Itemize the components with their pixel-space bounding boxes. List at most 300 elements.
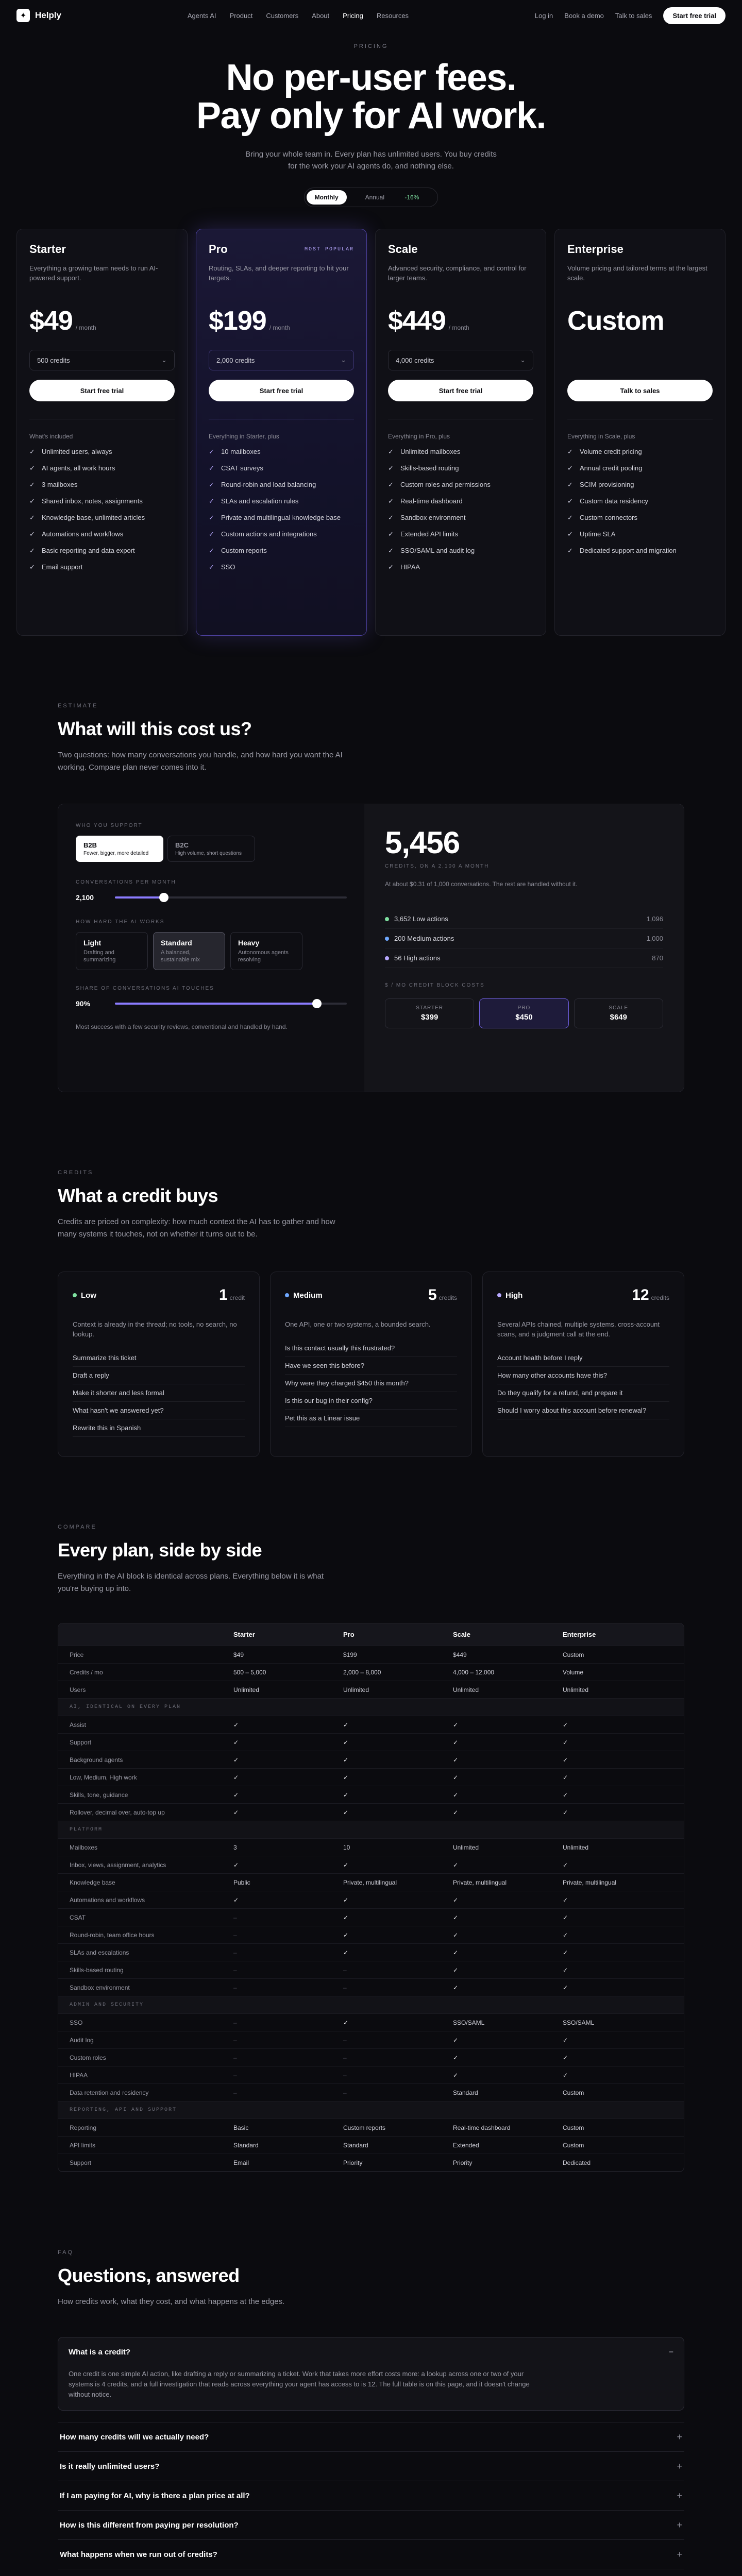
check-icon: ✓ (29, 547, 35, 554)
feature-item (567, 546, 713, 555)
table-cell: 10 (343, 1843, 350, 1851)
ai-share-value: 90 (76, 999, 84, 1008)
table-cell: $199 (343, 1651, 357, 1658)
feature-item (29, 530, 175, 539)
plan-cta-button[interactable]: Talk to sales (567, 380, 713, 401)
credit-count (219, 1286, 245, 1304)
table-header-cell: Scale (453, 1631, 470, 1638)
check-icon: ✓ (209, 547, 214, 554)
brand-name: Helply (35, 10, 62, 20)
cost-calculator (58, 804, 684, 1092)
table-cell: ✓ (563, 2054, 568, 2061)
breakdown-label (385, 954, 441, 962)
feature-item (29, 546, 175, 555)
credit-unit: credits (651, 1294, 669, 1301)
start-trial-button[interactable]: Start free trial (663, 7, 726, 24)
row-label: Automations and workflows (70, 1896, 145, 1904)
table-cell: ✓ (563, 1808, 568, 1816)
ai-share-label: SHARE OF CONVERSATIONS AI TOUCHES (76, 986, 214, 991)
chevron-down-icon: ⌄ (341, 356, 346, 364)
check-icon: ✓ (29, 481, 35, 488)
hero-eyebrow: PRICING (353, 43, 389, 49)
price-row (209, 306, 354, 336)
row-label: Skills, tone, guidance (70, 1791, 128, 1799)
card-description: Context is already in the thread; no tools, no search, no lookup. (73, 1320, 237, 1338)
tier-costs (385, 998, 663, 1028)
table-cell: – (233, 2071, 237, 2079)
example-item: Is this our bug in their config? (285, 1392, 457, 1410)
table-cell: ✓ (563, 1773, 568, 1781)
faq-item[interactable] (58, 2481, 684, 2510)
nav-link-about[interactable]: About (312, 11, 330, 20)
work-mode-light[interactable] (76, 932, 148, 970)
table-cell: – (233, 1931, 237, 1939)
check-icon: ✓ (388, 481, 394, 488)
plan-cta-button[interactable]: Start free trial (29, 380, 175, 401)
credit-unit: credit (229, 1294, 245, 1301)
popular-badge: MOST POPULAR (304, 246, 354, 252)
credits-select-value: 4,000 credits (396, 356, 434, 364)
hero-title (0, 59, 742, 135)
work-mode-sub: A balanced, sustainable mix (161, 950, 200, 963)
table-row (58, 1944, 684, 1961)
table-cell: Real-time dashboard (453, 2124, 511, 2131)
table-cell: Basic (233, 2124, 249, 2131)
credits-title: What a credit buys (58, 1185, 218, 1206)
feature-item (209, 480, 354, 489)
table-row (58, 2119, 684, 2137)
faq-question: Is it really unlimited users? (60, 2462, 160, 2471)
complexity-dot-icon (497, 1293, 501, 1297)
row-label: Knowledge base (70, 1878, 115, 1886)
card-top (497, 1286, 669, 1304)
feature-label: SCIM provisioning (580, 481, 634, 488)
table-cell: Unlimited (233, 1686, 260, 1693)
card-description: Several APIs chained, multiple systems, cross-account scans, and a judgment call at the end. (497, 1320, 660, 1338)
work-mode-sub: Drafting and summarizing (83, 950, 116, 963)
example-item: Why were they charged $450 this month? (285, 1375, 457, 1392)
credit-card-low (58, 1272, 260, 1457)
feature-item (209, 546, 354, 555)
faq-item[interactable] (58, 2451, 684, 2481)
table-row (58, 2154, 684, 2172)
table-cell: ✓ (343, 1861, 349, 1869)
feature-item (388, 480, 533, 489)
talk-sales-link[interactable]: Talk to sales (615, 11, 652, 20)
compare-title: Every plan, side by side (58, 1539, 262, 1561)
table-cell: ✓ (453, 1808, 459, 1816)
feature-label: Custom data residency (580, 497, 648, 505)
table-row (58, 1681, 684, 1699)
total-credits-label: CREDITS, ON A 2,100 A MONTH (385, 863, 490, 869)
price-row (388, 306, 533, 336)
expand-icon[interactable]: + (677, 2431, 682, 2442)
faq-item[interactable] (58, 2422, 684, 2451)
ai-share-knob[interactable] (312, 999, 322, 1008)
feature-label: Basic reporting and data export (42, 547, 135, 554)
feature-item (567, 480, 713, 489)
tier-cost-label: $ / MO CREDIT BLOCK COSTS (385, 982, 485, 988)
complexity-dot-icon (73, 1293, 77, 1297)
tier-scale[interactable] (574, 998, 663, 1028)
plan-card-enterprise (554, 229, 726, 636)
table-header-cell: Pro (343, 1631, 355, 1638)
table-cell: – (233, 1966, 237, 1974)
breakdown-value: 1,000 (646, 935, 663, 942)
legend-dot-icon (385, 956, 389, 960)
b2b-sub: Fewer, bigger, more detailed (83, 851, 149, 856)
breakdown-label (385, 935, 454, 942)
faq-open-item[interactable] (58, 2337, 684, 2411)
breakdown-label (385, 915, 448, 923)
check-icon: ✓ (567, 448, 573, 455)
table-row (58, 2084, 684, 2102)
example-item: Should I worry about this account before renewal? (497, 1402, 669, 1419)
table-cell: ✓ (233, 1861, 239, 1869)
example-item: Draft a reply (73, 1367, 245, 1384)
table-cell: Standard (453, 2089, 478, 2096)
toggle-monthly[interactable]: Monthly (307, 190, 347, 205)
plan-head (29, 243, 175, 256)
faq-question: How many credits will we actually need? (60, 2432, 209, 2442)
row-label: Support (70, 1738, 92, 1746)
example-item: Account health before I reply (497, 1349, 669, 1367)
feature-label: Sandbox environment (400, 514, 466, 521)
credit-cards (58, 1272, 684, 1457)
table-cell: Custom reports (343, 2124, 386, 2131)
legend-dot-icon (385, 917, 389, 921)
credit-count (428, 1286, 457, 1304)
tier-price: $450 (515, 1013, 533, 1022)
feature-item (209, 513, 354, 522)
table-row (58, 1734, 684, 1751)
table-group-row (58, 2102, 684, 2119)
table-cell: 3 (233, 1843, 237, 1851)
credit-count (632, 1286, 669, 1304)
feature-label: Automations and workflows (42, 530, 124, 538)
table-cell: – (343, 1984, 347, 1991)
feature-label: Dedicated support and migration (580, 547, 677, 554)
table-cell: – (343, 2036, 347, 2044)
table-row (58, 1839, 684, 1856)
nav-link-pricing[interactable]: Pricing (343, 11, 363, 20)
credit-breakdown (385, 909, 663, 968)
faq-item[interactable] (58, 2539, 684, 2569)
plan-description: Routing, SLAs, and deeper reporting to hit your targets. (209, 264, 349, 282)
credits-select[interactable] (388, 350, 533, 370)
table-cell: – (343, 2089, 347, 2096)
plan-head (567, 243, 713, 256)
tier-name: SCALE (609, 1005, 629, 1011)
plan-cards (0, 229, 742, 636)
table-cell: ✓ (233, 1791, 239, 1799)
check-icon: ✓ (567, 464, 573, 472)
check-icon: ✓ (388, 448, 394, 455)
feature-label: HIPAA (400, 563, 420, 571)
faq-eyebrow: FAQ (58, 2249, 74, 2256)
feature-label: Private and multilingual knowledge base (221, 514, 341, 521)
table-cell: ✓ (343, 1896, 349, 1904)
table-row (58, 1979, 684, 1996)
expand-icon[interactable]: + (677, 2519, 682, 2530)
feature-label: CSAT surveys (221, 464, 263, 472)
feature-item (388, 563, 533, 572)
faq-title: Questions, answered (58, 2265, 240, 2286)
feature-label: AI agents, all work hours (42, 464, 115, 472)
table-cell: Private, multilingual (453, 1878, 507, 1886)
faq-question: What happens when we run out of credits? (60, 2550, 217, 2559)
login-link[interactable]: Log in (534, 11, 553, 20)
table-cell: ✓ (343, 1773, 349, 1781)
check-icon: ✓ (29, 448, 35, 455)
check-icon: ✓ (29, 497, 35, 505)
faq-item[interactable] (58, 2510, 684, 2539)
table-cell: ✓ (453, 1738, 459, 1746)
feature-label: SSO (221, 563, 235, 571)
row-label: HIPAA (70, 2071, 88, 2079)
plan-description: Everything a growing team needs to run AI-powered support. (29, 264, 158, 282)
who-support-label: WHO YOU SUPPORT (76, 823, 143, 828)
feature-item (567, 447, 713, 456)
plan-price: $449 (388, 306, 446, 336)
tier-name: PRO (517, 1005, 531, 1011)
table-cell: Custom (563, 2089, 584, 2096)
complexity-label: Low (81, 1291, 96, 1300)
tier-starter[interactable] (385, 998, 474, 1028)
row-label: Audit log (70, 2036, 94, 2044)
feature-item (29, 513, 175, 522)
table-cell: – (233, 2089, 237, 2096)
example-item: Make it shorter and less formal (73, 1384, 245, 1402)
row-label: Inbox, views, assignment, analytics (70, 1861, 166, 1869)
row-label: Skills-based routing (70, 1966, 124, 1974)
conversations-knob[interactable] (159, 893, 168, 902)
table-cell: ✓ (453, 1896, 459, 1904)
table-row (58, 2031, 684, 2049)
complexity-tag (73, 1291, 96, 1300)
table-cell: Volume (563, 1668, 584, 1676)
expand-icon[interactable]: + (677, 2461, 682, 2471)
b2b-option[interactable] (76, 836, 163, 862)
table-cell: ✓ (233, 1773, 239, 1781)
feature-item (209, 464, 354, 473)
conversations-value: 2,100 (76, 893, 94, 902)
estimate-lead: Two questions: how many conversations you handle, and how hard you want the AI working. Compare plan never comes into it. (58, 751, 343, 772)
table-cell: Custom (563, 1651, 584, 1658)
billing-toggle[interactable] (304, 188, 439, 207)
feature-item (29, 464, 175, 473)
tier-price: $649 (610, 1013, 627, 1022)
table-cell: 2,000 – 8,000 (343, 1668, 381, 1676)
table-cell: Unlimited (453, 1843, 479, 1851)
check-icon: ✓ (29, 530, 35, 538)
table-row (58, 1909, 684, 1926)
price-row (567, 306, 713, 336)
table-row (58, 1646, 684, 1664)
table-cell: Private, multilingual (563, 1878, 617, 1886)
nav-link-resources[interactable]: Resources (376, 11, 409, 20)
table-cell: 4,000 – 12,000 (453, 1668, 495, 1676)
comparison-table (58, 1623, 684, 2172)
table-cell: Unlimited (563, 1686, 589, 1693)
row-label: Credits / mo (70, 1668, 103, 1676)
feature-label: Round-robin and load balancing (221, 481, 316, 488)
chevron-down-icon: ⌄ (520, 356, 526, 364)
table-cell: ✓ (453, 1984, 459, 1991)
row-label: Users (70, 1686, 86, 1693)
table-header-row (58, 1623, 684, 1646)
check-icon: ✓ (209, 481, 214, 488)
table-header-cell: Enterprise (563, 1631, 596, 1638)
check-icon: ✓ (388, 497, 394, 505)
table-cell: – (343, 2071, 347, 2079)
row-label: Reporting (70, 2124, 97, 2131)
table-cell: ✓ (563, 1948, 568, 1956)
feature-label: 10 mailboxes (221, 448, 261, 455)
nav-link-product[interactable]: Product (229, 11, 253, 20)
includes-label: Everything in Pro, plus (388, 433, 450, 440)
table-cell: – (233, 2054, 237, 2061)
check-icon: ✓ (388, 563, 394, 571)
plan-head (209, 243, 354, 256)
feature-label: Real-time dashboard (400, 497, 463, 505)
check-icon: ✓ (209, 448, 214, 455)
credits-eyebrow: CREDITS (58, 1170, 94, 1176)
row-label: Support (70, 2159, 92, 2166)
table-cell: ✓ (343, 1931, 349, 1939)
example-item: How many other accounts have this? (497, 1367, 669, 1384)
includes-label: Everything in Starter, plus (209, 433, 279, 440)
table-cell: ✓ (563, 1791, 568, 1799)
table-cell: Private, multilingual (343, 1878, 397, 1886)
hero-title-line-2: Pay only for AI work. (196, 95, 546, 137)
feature-item (209, 530, 354, 539)
table-cell: Custom (563, 2141, 584, 2149)
plan-cta-button[interactable]: Start free trial (388, 380, 533, 401)
table-cell: $449 (453, 1651, 467, 1658)
row-label: SSO (70, 2019, 83, 2026)
feature-label: Custom actions and integrations (221, 530, 317, 538)
row-label: Background agents (70, 1756, 123, 1764)
feature-label: Email support (42, 563, 83, 571)
row-label: Round-robin, team office hours (70, 1931, 155, 1939)
table-cell: SSO/SAML (563, 2019, 595, 2026)
complexity-tag (497, 1291, 522, 1300)
b2c-sub: High volume, short questions (175, 851, 242, 856)
b2c-option[interactable] (167, 836, 255, 862)
table-group-label: ADMIN AND SECURITY (70, 2002, 144, 2008)
table-cell: Priority (343, 2159, 363, 2166)
collapse-icon[interactable]: − (669, 2348, 673, 2357)
feature-label: Knowledge base, unlimited articles (42, 514, 145, 521)
brand-logo[interactable] (16, 9, 61, 22)
credit-card-medium (270, 1272, 472, 1457)
row-label: Sandbox environment (70, 1984, 130, 1991)
feature-label: 3 mailboxes (42, 481, 78, 488)
table-row (58, 1804, 684, 1821)
nav-links (188, 12, 409, 20)
table-group-label: PLATFORM (70, 1827, 103, 1833)
toggle-annual[interactable] (349, 190, 436, 205)
top-nav (0, 0, 742, 31)
table-row (58, 2066, 684, 2084)
table-cell: – (233, 1913, 237, 1921)
table-cell: ✓ (343, 1738, 349, 1746)
feature-label: Volume credit pricing (580, 448, 642, 455)
expand-icon[interactable]: + (677, 2490, 682, 2501)
example-item: Rewrite this in Spanish (73, 1419, 245, 1437)
tier-name: STARTER (416, 1005, 444, 1011)
conversations-slider[interactable] (76, 893, 347, 902)
check-icon: ✓ (567, 497, 573, 505)
plan-card-starter (16, 229, 188, 636)
credits-select-value: 500 credits (37, 356, 70, 364)
feature-item (209, 497, 354, 506)
calculator-inputs (58, 804, 364, 1092)
plan-cta-button[interactable]: Start free trial (209, 380, 354, 401)
legend-dot-icon (385, 937, 389, 941)
work-mode-standard[interactable] (153, 932, 225, 970)
table-row (58, 1856, 684, 1874)
table-cell: Email (233, 2159, 249, 2166)
tier-pro[interactable] (479, 998, 568, 1028)
card-top (285, 1286, 457, 1304)
table-cell: – (343, 1966, 347, 1974)
credits-select[interactable] (29, 350, 175, 370)
feature-item (209, 563, 354, 572)
table-cell: – (233, 2036, 237, 2044)
feature-label: Shared inbox, notes, assignments (42, 497, 143, 505)
table-cell: ✓ (233, 1896, 239, 1904)
feature-item (388, 513, 533, 522)
book-demo-link[interactable]: Book a demo (564, 11, 604, 20)
table-cell: ✓ (453, 1913, 459, 1921)
chevron-down-icon: ⌄ (161, 356, 167, 364)
work-mode-heavy[interactable] (230, 932, 302, 970)
faq-list (58, 2337, 684, 2576)
ai-share-slider[interactable]: 90% (76, 999, 347, 1008)
table-cell: Unlimited (563, 1843, 589, 1851)
table-cell: ✓ (453, 1756, 459, 1764)
credits-select[interactable] (209, 350, 354, 370)
tier-price: $399 (420, 1013, 439, 1022)
credit-number: 12 (632, 1286, 649, 1303)
check-icon: ✓ (567, 530, 573, 538)
table-row (58, 1769, 684, 1786)
feature-label: SSO/SAML and audit log (400, 547, 475, 554)
work-mode-title: Light (83, 939, 102, 947)
table-row (58, 2014, 684, 2031)
breakdown-row (385, 929, 663, 948)
faq-item[interactable] (58, 2569, 684, 2576)
table-cell: Unlimited (453, 1686, 479, 1693)
table-cell: ✓ (453, 2071, 459, 2079)
table-cell: ✓ (453, 1721, 459, 1728)
includes-label: What's included (29, 433, 73, 440)
table-row (58, 1664, 684, 1681)
nav-link-agents-ai[interactable]: Agents AI (187, 11, 216, 20)
table-cell: ✓ (343, 1808, 349, 1816)
table-cell: ✓ (563, 1913, 568, 1921)
feature-label: Uptime SLA (580, 530, 616, 538)
table-cell: SSO/SAML (453, 2019, 485, 2026)
expand-icon[interactable]: + (677, 2549, 682, 2560)
check-icon: ✓ (209, 530, 214, 538)
work-mode-sub: Autonomous agents resolving (238, 950, 289, 963)
example-item: Do they qualify for a refund, and prepare it (497, 1384, 669, 1402)
complexity-label: High (505, 1291, 523, 1300)
nav-link-customers[interactable]: Customers (266, 11, 299, 20)
